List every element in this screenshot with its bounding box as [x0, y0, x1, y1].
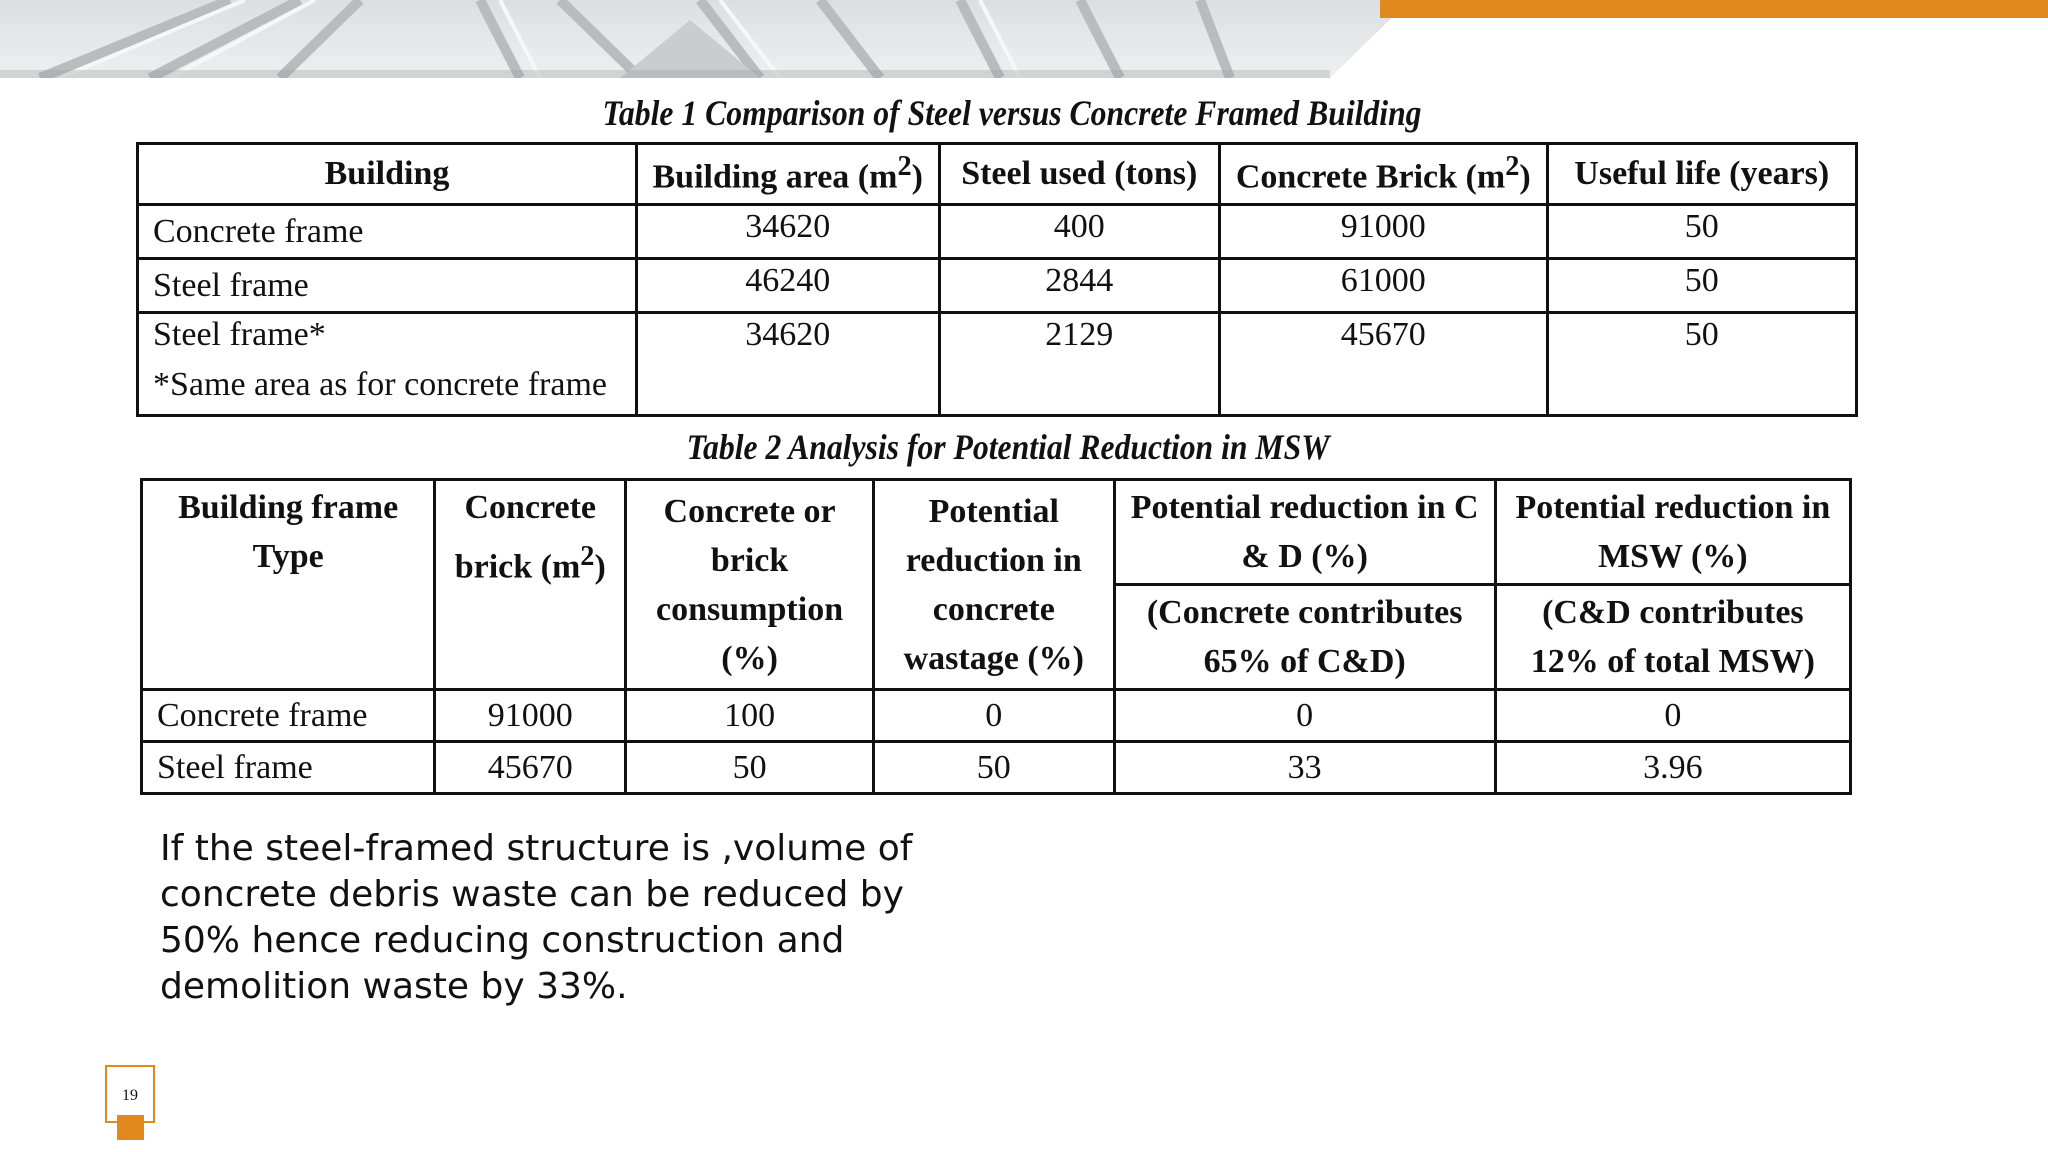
cell-type: Concrete frame [142, 690, 435, 742]
footnote: *Same area as for concrete frame [153, 366, 608, 403]
cell-life: 50 [1547, 205, 1856, 259]
table-row [138, 313, 1857, 416]
cell-area: 34620 [636, 313, 939, 416]
cell-wastage: 50 [873, 742, 1114, 794]
cell-area: 46240 [636, 259, 939, 313]
header-consumption: Concrete or brick consumption (%) [626, 480, 874, 690]
cell-concrete: 45670 [1220, 313, 1548, 416]
subheader-msw: (C&D contributes 12% of total MSW) [1495, 585, 1850, 690]
header-frame-type: Building frame Type [142, 480, 435, 690]
cell-steel: 400 [939, 205, 1220, 259]
cell-msw: 0 [1495, 690, 1850, 742]
cell-wastage: 0 [873, 690, 1114, 742]
cell-building: Concrete frame [138, 205, 637, 259]
body-text: If the steel-framed structure is ,volume of concrete debris waste can be reduced by 50% hence reducing construction and demolition waste by 33%. [160, 828, 913, 1007]
cell-type: Steel frame [142, 742, 435, 794]
cell-cd: 33 [1114, 742, 1495, 794]
table1 [136, 142, 1858, 417]
cell-msw: 3.96 [1495, 742, 1850, 794]
cell-area: 34620 [636, 205, 939, 259]
cell-brick: 45670 [435, 742, 626, 794]
subheader-cd: (Concrete contributes 65% of C&D) [1114, 585, 1495, 690]
cell-concrete: 91000 [1220, 205, 1548, 259]
table-header-row [142, 480, 1851, 585]
header-building: Building [138, 144, 637, 205]
header-wastage: Potential reduction in concrete wastage (%) [873, 480, 1114, 690]
page-number-tab [117, 1115, 144, 1140]
header-steel-used: Steel used (tons) [939, 144, 1220, 205]
cell-cd: 0 [1114, 690, 1495, 742]
cell-life: 50 [1547, 313, 1856, 416]
header-concrete-brick: Concrete brick $(m^2)$ [435, 480, 626, 690]
header-concrete-brick: Concrete Brick $(m^2)$ [1220, 144, 1548, 205]
header-useful-life: Useful life (years) [1547, 144, 1856, 205]
accent-bar [1380, 0, 2048, 18]
table-row [138, 259, 1857, 313]
header-msw-reduction: Potential reduction in MSW (%) [1495, 480, 1850, 585]
table-header-row [138, 144, 1857, 205]
table-row [142, 690, 1851, 742]
table1-caption: Table 1 Comparison of Steel versus Concrete Framed Building [602, 93, 1422, 133]
header-roof-image [0, 0, 1410, 78]
cell-brick: 91000 [435, 690, 626, 742]
cell-consumption: 50 [626, 742, 874, 794]
table2-caption: Table 2 Analysis for Potential Reduction in MSW [686, 427, 1330, 467]
cell-concrete: 61000 [1220, 259, 1548, 313]
cell-life: 50 [1547, 259, 1856, 313]
page-number: 19 [105, 1065, 155, 1123]
table-row [142, 742, 1851, 794]
table2 [140, 478, 1852, 795]
cell-consumption: 100 [626, 690, 874, 742]
header-building-area: Building area $(m^2)$ [636, 144, 939, 205]
building-label: Steel frame* [153, 316, 326, 353]
cell-building [138, 313, 637, 416]
cell-building: Steel frame [138, 259, 637, 313]
cell-steel: 2844 [939, 259, 1220, 313]
header-cd-reduction: Potential reduction in C & D (%) [1114, 480, 1495, 585]
table-row [138, 205, 1857, 259]
cell-steel: 2129 [939, 313, 1220, 416]
